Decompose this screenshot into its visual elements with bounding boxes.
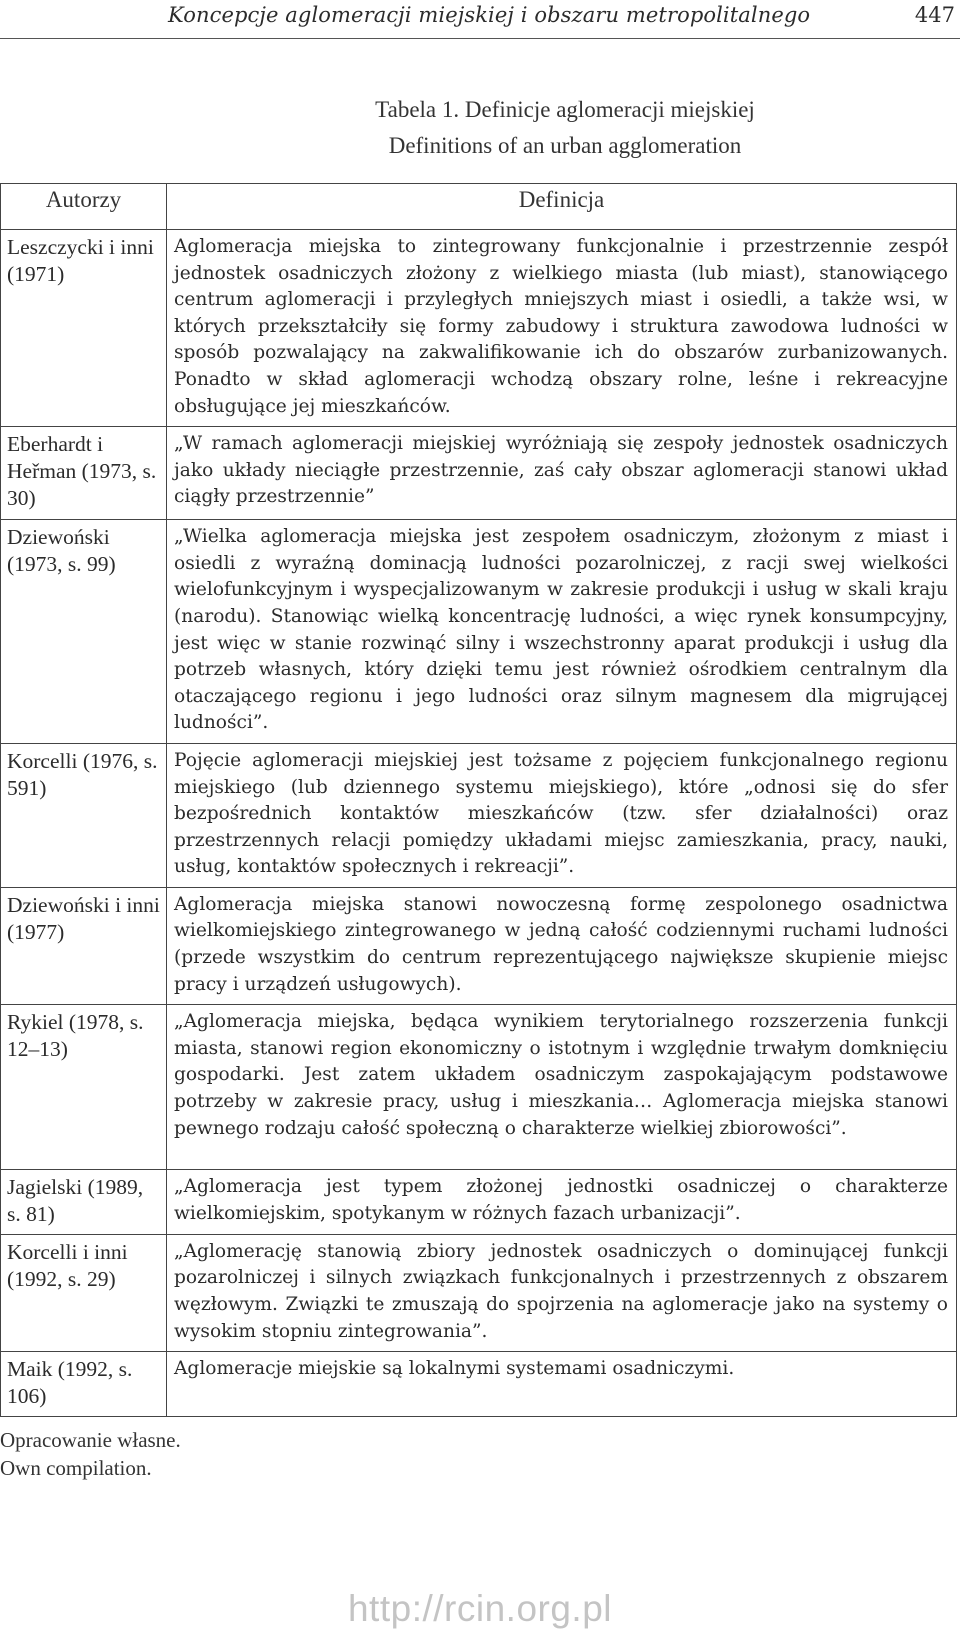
author-cell: Dziewoński i inni (1977)	[1, 887, 167, 1004]
author-cell: Maik (1992, s. 106)	[1, 1352, 167, 1417]
page-number: 447	[914, 3, 955, 27]
author-cell: Dziewoński (1973, s. 99)	[1, 520, 167, 744]
author-cell: Korcelli (1976, s. 591)	[1, 743, 167, 887]
definition-cell: Pojęcie aglomeracji miejskiej jest tożsame z pojęciem funkcjonalnego regionu miejskiego (lub dziennego systemu miejskiego), które „odnosi się do sfer bezpośrednich kontaktów mieszkańców (tzw. sfer działalności) oraz przestrzennych relacji pomiędzy układami miejsc zamieszkania, pracy, nauki, usług, kontaktów społecznych i rekreacji”.	[167, 743, 957, 887]
source-note-polish: Opracowanie własne.	[0, 1428, 181, 1452]
definition-cell: „Aglomeracja miejska, będąca wynikiem terytorialnego rozszerzenia funkcji miasta, stanowi region ekonomiczny o istotnym i względnie trwałym domknięciu gospodarki. Jest zatem układem osadniczym zaspokajającym podstawowe potrzeby w zakresie pracy, usług i mieszkania… Aglomeracja miejska stanowi pewnego rodzaju całość społeczną o charakterze wielkiej zbiorowości”.	[167, 1005, 957, 1170]
header-definition: Definicja	[167, 184, 957, 230]
author-cell: Korcelli i inni (1992, s. 29)	[1, 1234, 167, 1351]
page-header	[0, 0, 960, 39]
watermark-url: http://rcin.org.pl	[347, 1588, 612, 1629]
author-cell: Eberhardt i Heřman (1973, s. 30)	[1, 427, 167, 520]
definition-cell: „Aglomeracja jest typem złożonej jednostki osadniczej o charakterze wielkomiejskim, spotykanym w różnych fazach urbanizacji”.	[167, 1170, 957, 1235]
table-row	[1, 1234, 957, 1351]
table-row	[1, 427, 957, 520]
author-cell: Jagielski (1989, s. 81)	[1, 1170, 167, 1235]
table-row	[1, 520, 957, 744]
table-caption-polish: Tabela 1. Definicje aglomeracji miejskiej	[375, 97, 755, 122]
definition-cell: Aglomeracja miejska to zintegrowany funkcjonalnie i przestrzennie zespół jednostek osadniczych złożony z wielkiego miasta (lub miast), stanowiącego centrum aglomeracji i przyległych mniejszych miast i osiedli, a także wsi, w których przekształciły się formy zabudowy i struktura zawodowa ludności w sposób pozwalający na zakwalifikowanie ich do obszarów zurbanizowanych. Ponadto w skład aglomeracji wchodzą obszary rolne, leśne i rekreacyjne obsługujące jej mieszkańców.	[167, 230, 957, 427]
table-row	[1, 1352, 957, 1417]
table-row	[1, 887, 957, 1004]
running-title: Koncepcje aglomeracji miejskiej i obszaru metropolitalnego	[168, 3, 811, 27]
definition-cell: „Aglomerację stanowią zbiory jednostek osadniczych o dominującej funkcji pozarolniczej i silnych związkach funkcjonalnych i przestrzennych z obszarem węzłowym. Związki te zmuszają do spojrzenia na aglomeracje jako na systemy o wysokim stopniu zintegrowania”.	[167, 1234, 957, 1351]
author-cell: Leszczycki i inni (1971)	[1, 230, 167, 427]
definition-cell: „W ramach aglomeracji miejskiej wyróżniają się zespoły jednostek osadniczych jako układy nieciągłe przestrzennie, zaś cały obszar aglomeracji stanowi układ ciągły przestrzennie”	[167, 427, 957, 520]
table-caption-english: Definitions of an urban agglomeration	[388, 133, 742, 158]
definitions-table	[0, 183, 957, 1417]
definition-cell: Aglomeracje miejskie są lokalnymi systemami osadniczymi.	[167, 1352, 957, 1417]
table-row	[1, 230, 957, 427]
definition-cell: Aglomeracja miejska stanowi nowoczesną formę zespolonego osadnictwa wielkomiejskiego zintegrowanego w jedną całość codziennymi ruchami ludności (przede wszystkim do centrum reprezentującego największe skupienie miejsc pracy i urządzeń usługowych).	[167, 887, 957, 1004]
author-cell: Rykiel (1978, s. 12–13)	[1, 1005, 167, 1170]
table-header-row	[1, 184, 957, 230]
table-row	[1, 1005, 957, 1170]
definition-cell: „Wielka aglomeracja miejska jest zespołem osadniczym, złożonym z miast i osiedli z wyraźną dominacją ludności pozarolniczej, z racji swej wielkości wielofunkcyjnym i wyspecjalizowanym w zakresie produkcji i usług w skali kraju (narodu). Stanowiąc wielką koncentrację ludności, a więc rynek konsumpcyjny, jest więc w stanie rozwinąć silny i wszechstronny aparat produkcji i usług dla potrzeb własnych, który dzięki temu jest również ośrodkiem centralnym dla otaczającego regionu i jego ludności oraz silnym magnesem dla migrującej ludności”.	[167, 520, 957, 744]
header-authors: Autorzy	[1, 184, 167, 230]
table-row	[1, 1170, 957, 1235]
table-row	[1, 743, 957, 887]
source-note-english: Own compilation.	[0, 1456, 152, 1480]
